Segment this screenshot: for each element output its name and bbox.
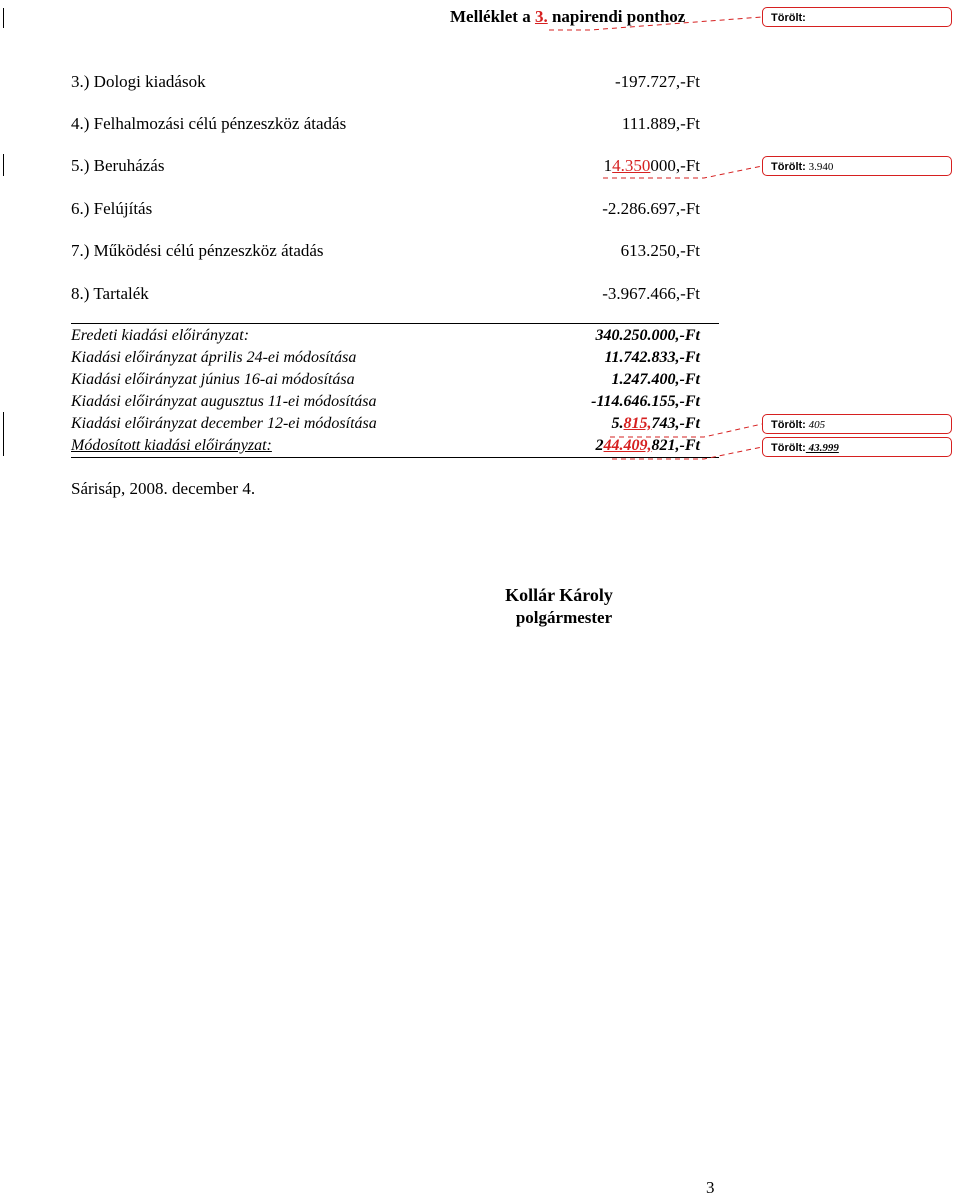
comment-balloon[interactable] <box>762 437 952 457</box>
comment-text: 43.999 <box>805 442 839 454</box>
comment-label: Törölt: <box>771 12 806 24</box>
value-part: 5. <box>611 415 624 432</box>
summary-total-label: Módosított kiadási előirányzat: <box>71 437 272 454</box>
summary-value <box>480 415 700 433</box>
comment-label: Törölt: <box>771 161 806 173</box>
page-heading <box>450 7 685 27</box>
summary-top-rule <box>71 323 719 324</box>
comment-balloon[interactable] <box>762 414 952 434</box>
expense-label: 6.) Felújítás <box>71 199 153 218</box>
comment-text: 3.940 <box>805 161 834 173</box>
summary-label: Kiadási előirányzat június 16-ai módosítása <box>71 371 355 388</box>
signature-title: polgármester <box>515 608 613 627</box>
comment-balloon[interactable] <box>762 7 952 27</box>
value-part: 2 <box>595 437 604 454</box>
expense-label: 7.) Működési célú pénzeszköz átadás <box>71 241 324 260</box>
expense-value: 613.250,-Ft <box>620 241 700 260</box>
summary-label: Kiadási előirányzat április 24-ei módosítása <box>71 349 357 366</box>
expense-label: 5.) Beruházás <box>71 156 165 175</box>
place-date: Sárisáp, 2008. december 4. <box>71 479 256 498</box>
change-bar <box>3 154 4 176</box>
comment-label: Törölt: <box>771 419 806 431</box>
comment-label: Törölt: <box>771 442 806 454</box>
value-part-revised: 815, <box>623 415 652 432</box>
expense-value <box>500 156 700 176</box>
expense-value: -197.727,-Ft <box>615 72 700 91</box>
page-number: 3 <box>706 1178 715 1197</box>
summary-bottom-rule <box>71 457 719 458</box>
value-part: 000,-Ft <box>650 156 700 175</box>
value-part-revised: 4.350 <box>612 156 651 175</box>
summary-value: 1.247.400,-Ft <box>611 371 700 388</box>
value-part: 821,-Ft <box>651 437 700 454</box>
expense-label: 3.) Dologi kiadások <box>71 72 206 91</box>
value-part: 743,-Ft <box>651 415 700 432</box>
expense-label: 8.) Tartalék <box>71 284 149 303</box>
change-bar <box>3 412 4 456</box>
summary-label: Kiadási előirányzat december 12-ei módosítása <box>71 415 377 432</box>
signature-name: Kollár Károly <box>505 585 613 605</box>
heading-prefix: Melléklet a <box>450 7 535 26</box>
comment-balloon[interactable] <box>762 156 952 176</box>
summary-label: Kiadási előirányzat augusztus 11-ei módosítása <box>71 393 377 410</box>
summary-value: -114.646.155,-Ft <box>591 393 700 410</box>
value-part-revised: 44.409, <box>603 437 652 454</box>
heading-suffix: napirendi ponthoz <box>547 7 686 26</box>
value-part: 1 <box>603 156 613 175</box>
expense-value: -2.286.697,-Ft <box>602 199 700 218</box>
summary-label: Eredeti kiadási előirányzat: <box>71 327 250 344</box>
summary-total-value <box>480 437 700 455</box>
change-bar <box>3 8 4 28</box>
heading-number: 3. <box>534 7 548 26</box>
comment-text: 405 <box>805 419 826 431</box>
summary-value: 11.742.833,-Ft <box>604 349 700 366</box>
expense-value: 111.889,-Ft <box>621 114 700 133</box>
summary-value: 340.250.000,-Ft <box>595 327 700 344</box>
expense-value: -3.967.466,-Ft <box>602 284 700 303</box>
expense-label: 4.) Felhalmozási célú pénzeszköz átadás <box>71 114 347 133</box>
